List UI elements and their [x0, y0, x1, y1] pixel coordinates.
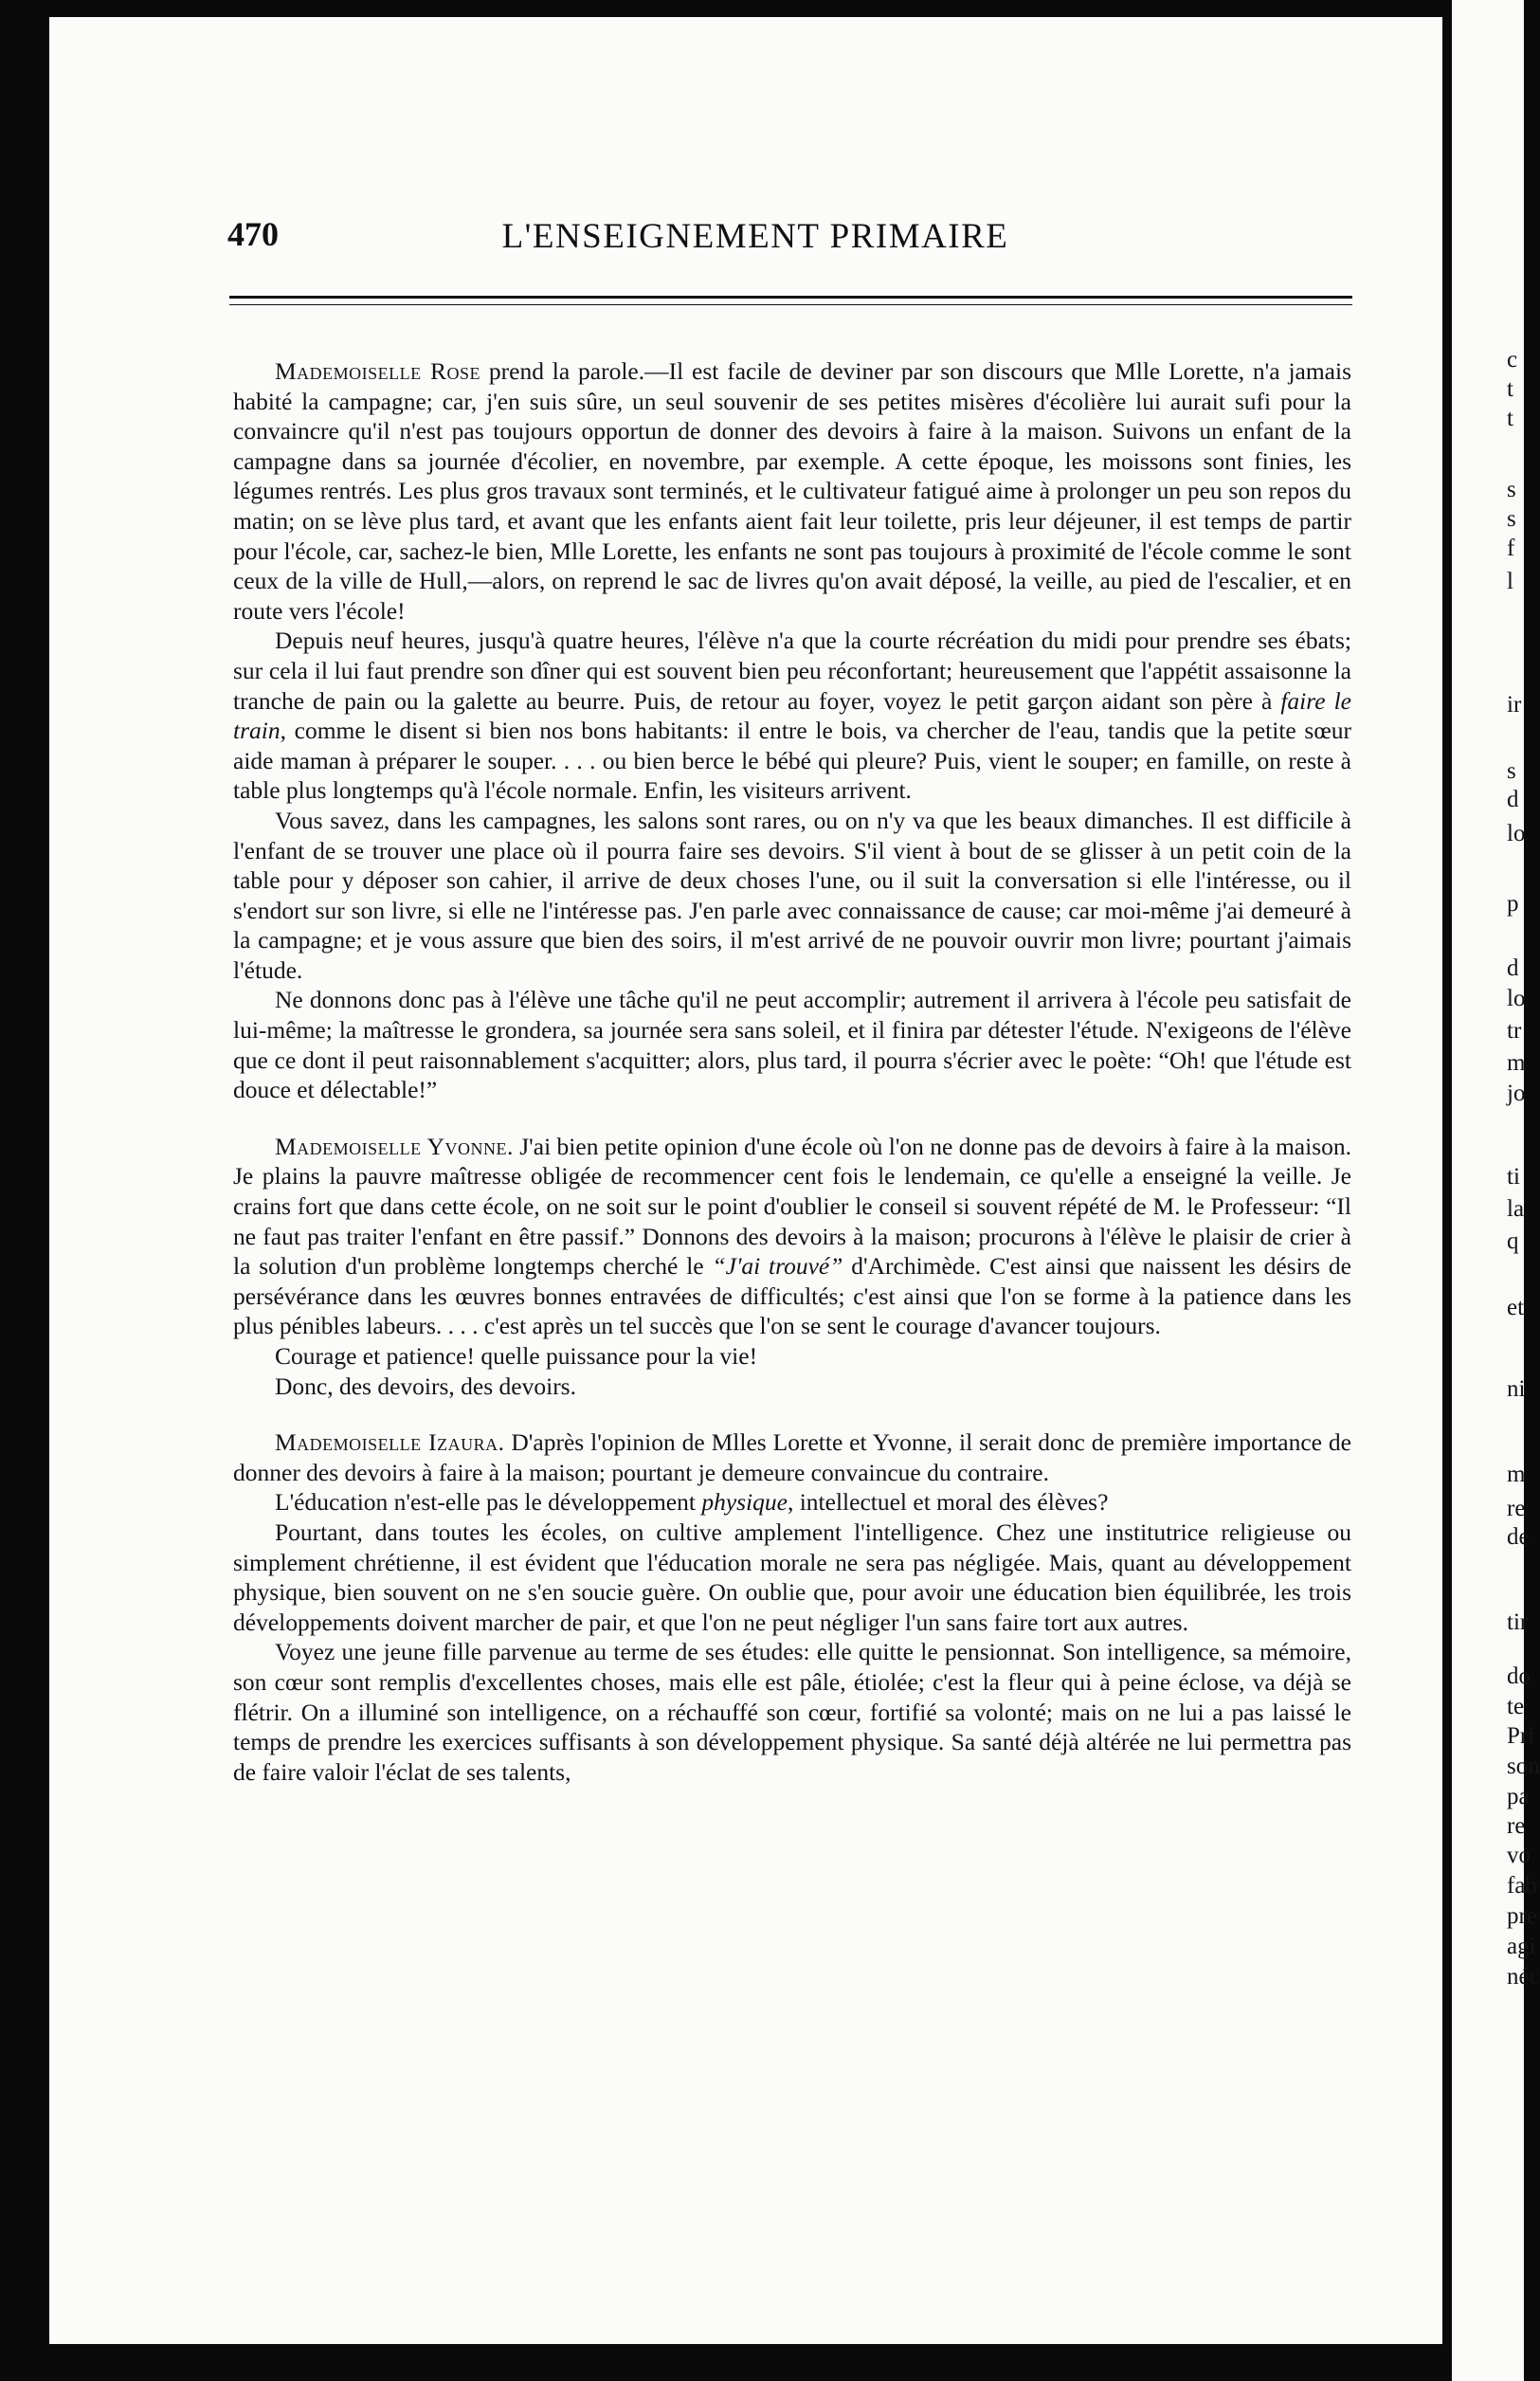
paragraph-text: , comme le disent si bien nos bons habitants: il entre le bois, va chercher de l'eau, tandis que la petite sœur aide maman à préparer le souper. . . . ou bien berce le bébé qui pleure? Puis, vient le souper; en famille, on reste à table plus longtemps qu'à l'école normale. Enfin, les visiteurs arrivent. [233, 717, 1351, 805]
adjacent-page-edge [1452, 0, 1540, 2381]
paragraph-text: Courage et patience! quelle puissance pour la vie! [275, 1342, 758, 1370]
adjacent-page-fragment: pre [1507, 1903, 1537, 1929]
emphasis-text: physique [701, 1488, 788, 1517]
emphasis-text: “J'ai trouvé” [712, 1252, 843, 1281]
adjacent-page-fragment: c [1507, 347, 1518, 373]
adjacent-page-fragment: lo [1507, 821, 1526, 846]
adjacent-page-fragment: tr [1507, 1018, 1522, 1044]
paragraph-text: Pourtant, dans toutes les écoles, on cultive amplement l'intelligence. Chez une institutrice religieuse ou simplement chrétienne, il est évident que l'éducation morale ne sera pas négligée. Mais, quant au développement physique, bien souvent on ne s'en soucie guère. On oublie que, pour avoir une éducation bien équilibrée, les trois développements doivent marcher de pair, et que l'on ne peut négliger l'un sans faire tort aux autres. [233, 1518, 1351, 1636]
running-title: L'ENSEIGNEMENT PRIMAIRE [501, 217, 1009, 256]
adjacent-page-fragment: lo [1507, 986, 1526, 1011]
adjacent-page-fragment: t [1507, 376, 1513, 402]
paragraph [233, 626, 1351, 806]
adjacent-page-fragment: tir [1507, 1609, 1529, 1635]
adjacent-page-fragment: s [1507, 506, 1516, 532]
adjacent-page-fragment: re [1507, 1813, 1526, 1839]
adjacent-page-fragment: pa [1507, 1784, 1530, 1809]
adjacent-page-fragment: son [1507, 1754, 1540, 1779]
header-rule-thick [229, 296, 1352, 299]
adjacent-page-fragment: p [1507, 891, 1519, 917]
adjacent-page-fragment: fab [1507, 1873, 1537, 1899]
adjacent-page-fragment: ir [1507, 692, 1522, 718]
adjacent-page-fragment: l [1507, 569, 1513, 594]
paragraph-text: Donc, des devoirs, des devoirs. [275, 1372, 576, 1400]
page-number: 470 [227, 215, 279, 253]
paragraph-text: prend la parole.—Il est facile de deviner par son discours que Mlle Lorette, n'a jamais habité la campagne; car, j'en suis sûre, un seul souvenir de ses petites misères d'écolière lui aurait sufi pour la convaincre qu'il n'est pas toujours opportun de donner des devoirs à faire à la maison. Suivons un enfant de la campagne dans sa journée d'écolier, en novembre, par exemple. A cette époque, les moissons sont finies, les légumes rentrés. Les plus gros travaux sont terminés, et le cultivateur fatigué aime à prolonger un peu son repos du matin; on se lève plus tard, et avant que les enfants aient fait leur toilette, pris leur déjeuner, il est temps de partir pour l'école, car, sachez-le bien, Mlle Lorette, les enfants ne sont pas toujours à proximité de l'école comme le sont ceux de la ville de Hull,—alors, on reprend le sac de livres qu'on avait déposé, la veille, au pied de l'escalier, et en route vers l'école! [233, 357, 1352, 625]
page-header [49, 214, 1442, 271]
adjacent-page-fragment: d [1507, 955, 1519, 981]
body-text [233, 356, 1351, 1787]
paragraph-yvonne [233, 1132, 1351, 1341]
paragraph-text: , intellectuel et moral des élèves? [787, 1488, 1109, 1517]
paragraph-text: Vous savez, dans les campagnes, les salons sont rares, ou on n'y va que les beaux dimanches. Il est difficile à l'enfant de se trouver une place où il pourra faire ses devoirs. S'il vient à bout de se glisser à un petit coin de la table pour y déposer son cahier, il arrive de deux choses l'une, ou il suit la conversation si elle l'intéresse, ou il s'endort sur son livre, si elle ne l'intéresse pas. J'en parle avec connaissance de cause; car moi-même j'ai demeuré à la campagne; et je vous assure que bien des soirs, il m'est arrivé de ne pouvoir ouvrir mon livre; pourtant j'aimais l'étude. [233, 806, 1351, 984]
adjacent-page-fragment: vo [1507, 1843, 1531, 1868]
adjacent-page-fragment: s [1507, 758, 1516, 784]
paragraph [233, 806, 1351, 986]
paragraph [233, 1637, 1351, 1787]
emphasis-text: faire le train [233, 686, 1351, 745]
paragraph-text: J'ai bien petite opinion d'une école où l'on ne donne pas de devoirs à faire à la maison. Je plains la pauvre maîtresse obligée de recommencer cent fois le lendemain, ce qu'elle a enseigné la veille. Je crains fort que dans cette école, on ne soit sur le point d'oublier le conseil si souvent répété de M. le Professeur: “Il ne faut pas traiter l'enfant en être passif.” Donnons des devoirs à la maison; procurons à l'élève le plaisir de crier à la solution d'un problème longtemps cherché le [233, 1132, 1351, 1281]
paragraph-text: Ne donnons donc pas à l'élève une tâche qu'il ne peut accomplir; autrement il arrivera à l'école peu satisfait de lui-même; la maîtresse le grondera, sa journée sera sans soleil, et il finira par détester l'étude. N'exigeons de l'élève que ce dont il peut raisonnablement s'acquitter; alors, plus tard, il pourra s'écrier avec le poète: “Oh! que l'étude est douce et délectable!” [233, 986, 1351, 1104]
adjacent-page-fragment: m [1507, 1462, 1526, 1487]
adjacent-page-fragment: et [1507, 1295, 1525, 1320]
speaker-name: Mademoiselle Izaura. [275, 1428, 505, 1457]
adjacent-page-fragment: te [1507, 1694, 1525, 1719]
adjacent-page-fragment: ti [1507, 1164, 1520, 1190]
speaker-name: Mademoiselle Rose [275, 357, 481, 385]
adjacent-page-fragment: do [1507, 1663, 1531, 1689]
speaker-name: Mademoiselle Yvonne. [275, 1132, 514, 1160]
adjacent-page-fragment: néc [1507, 1964, 1540, 1990]
adjacent-page-fragment: re [1507, 1496, 1526, 1521]
adjacent-page-fragment: d [1507, 787, 1519, 812]
adjacent-page-fragment: ni [1507, 1376, 1526, 1402]
paragraph [233, 1372, 1351, 1402]
paragraph-rose [233, 356, 1351, 626]
adjacent-page-fragment: jo [1507, 1081, 1526, 1106]
adjacent-page-fragment: la [1507, 1196, 1525, 1222]
adjacent-page-fragment: de [1507, 1524, 1530, 1550]
paragraph-text: D'après l'opinion de Mlles Lorette et Yvonne, il serait donc de première importance de donner des devoirs à faire à la maison; pourtant je demeure convaincue du contraire. [233, 1428, 1351, 1486]
paragraph [233, 1341, 1351, 1372]
paragraph-izaura [233, 1427, 1351, 1487]
adjacent-page-fragment: m [1507, 1050, 1526, 1076]
paragraph [233, 985, 1351, 1104]
paragraph [233, 1487, 1351, 1518]
paragraph [233, 1518, 1351, 1637]
adjacent-page-fragment: agi [1507, 1934, 1536, 1959]
header-rule-thin [229, 304, 1352, 305]
adjacent-page-fragment: Pri [1507, 1723, 1535, 1749]
paragraph-text: L'éducation n'est-elle pas le développement [275, 1488, 702, 1517]
adjacent-page-fragment: s [1507, 477, 1516, 502]
adjacent-page-fragment: f [1507, 536, 1515, 561]
paragraph-text: Depuis neuf heures, jusqu'à quatre heures, l'élève n'a que la courte récréation du midi pour prendre ses ébats; sur cela il lui faut prendre son dîner qui est souvent bien peu réconfortant; heureusement que l'appétit assaisonne la tranche de pain ou la galette au beurre. Puis, de retour au foyer, voyez le petit garçon aidant son père à [233, 627, 1351, 715]
paragraph-text: d'Archimède. C'est ainsi que naissent les désirs de persévérance dans les œuvres bonnes entravées de difficultés; c'est ainsi que l'on se forme à la patience dans les plus pénibles labeurs. . . . c'est après un tel succès que l'on se sent le courage d'avancer toujours. [233, 1252, 1352, 1340]
adjacent-page-fragment: t [1507, 406, 1513, 431]
book-page [49, 17, 1442, 2344]
paragraph-text: Voyez une jeune fille parvenue au terme de ses études: elle quitte le pensionnat. Son intelligence, sa mémoire, son cœur sont remplis d'excellentes choses, mais elle est pâle, étiolée; c'est la fleur qui à peine éclose, va déjà se flétrir. On a illuminé son intelligence, on a réchauffé son cœur, fortifié sa volonté; mais on ne lui a pas laissé le temps de prendre les exercices suffisants à son développement physique. Sa santé déjà altérée ne lui permettra pas de faire valoir l'éclat de ses talents, [233, 1638, 1351, 1786]
adjacent-page-fragment: q [1507, 1228, 1519, 1254]
